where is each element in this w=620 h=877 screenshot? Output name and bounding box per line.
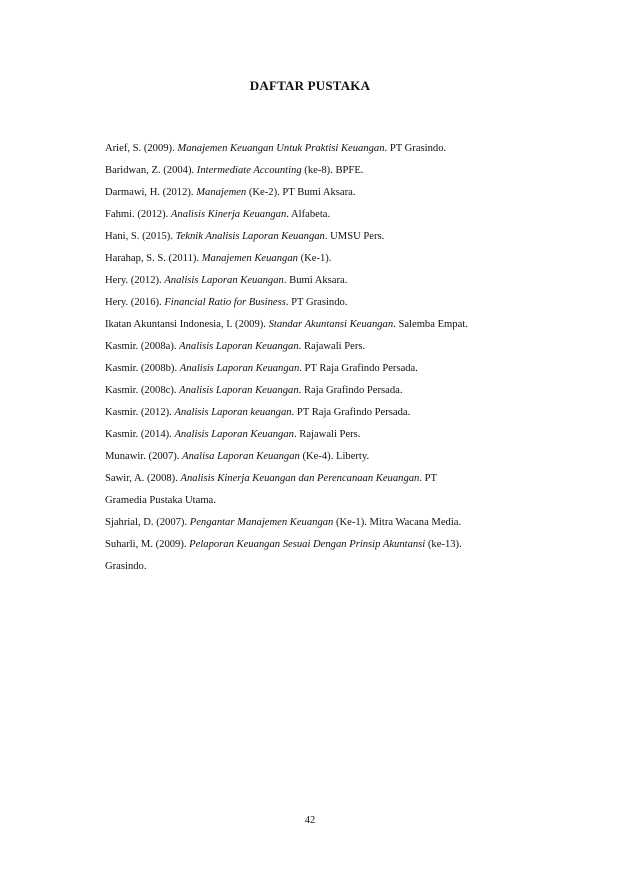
reference-prefix: Kasmir. (2008c).: [105, 385, 180, 396]
reference-entry: [105, 138, 535, 160]
reference-title: Analisis Laporan Keuangan: [179, 341, 299, 352]
reference-entry-continuation: [105, 556, 535, 578]
reference-suffix: . PT Raja Grafindo Persada.: [299, 363, 418, 374]
reference-suffix: . PT: [419, 473, 438, 484]
reference-suffix: (Ke-1). Mitra Wacana Media.: [333, 517, 462, 528]
reference-entry: [105, 182, 535, 204]
reference-entry: [105, 446, 535, 468]
reference-entry: [105, 402, 535, 424]
reference-entry: [105, 336, 535, 358]
page-title: DAFTAR PUSTAKA: [249, 78, 371, 93]
reference-entry: [105, 512, 535, 534]
reference-prefix: Kasmir. (2008a).: [105, 341, 180, 352]
reference-prefix: Kasmir. (2012).: [105, 407, 175, 418]
reference-suffix: (ke-8). BPFE.: [301, 165, 364, 176]
reference-title: Financial Ratio for Business: [164, 297, 286, 308]
reference-prefix: Grasindo.: [105, 561, 147, 572]
reference-title: Analisis Laporan Keuangan: [164, 275, 284, 286]
reference-prefix: Sjahrial, D. (2007).: [105, 517, 190, 528]
reference-title: Analisis Laporan Keuangan: [179, 363, 300, 374]
reference-prefix: Kasmir. (2014).: [105, 429, 175, 440]
reference-title: Standar Akuntansi Keuangan: [268, 319, 394, 330]
reference-entry: [105, 204, 535, 226]
reference-entry: [105, 534, 535, 556]
reference-suffix: . PT Grasindo.: [285, 297, 348, 308]
reference-suffix: . UMSU Pers.: [324, 231, 385, 242]
reference-entry: [105, 270, 535, 292]
reference-title: Analisis Kinerja Keuangan dan Perencanaan Keuangan: [180, 473, 420, 484]
reference-entry: [105, 424, 535, 446]
reference-prefix: Hery. (2012).: [105, 275, 165, 286]
reference-suffix: (ke-13).: [425, 539, 462, 550]
reference-entry: [105, 160, 535, 182]
reference-title: Pelaporan Keuangan Sesuai Dengan Prinsip Akuntansi: [189, 539, 426, 550]
reference-prefix: Hery. (2016).: [105, 297, 165, 308]
reference-title: Manajemen: [196, 187, 247, 198]
reference-suffix: . Raja Grafindo Persada.: [298, 385, 403, 396]
reference-title: Analisa Laporan Keuangan: [182, 451, 300, 462]
reference-entry: [105, 226, 535, 248]
reference-suffix: (Ke-1).: [297, 253, 332, 264]
reference-list: [105, 138, 535, 578]
reference-prefix: Darmawi, H. (2012).: [105, 187, 197, 198]
reference-title: Manajemen Keuangan: [201, 253, 298, 264]
reference-entry: [105, 358, 535, 380]
reference-prefix: Suharli, M. (2009).: [105, 539, 190, 550]
reference-suffix: . Bumi Aksara.: [283, 275, 348, 286]
reference-title: Analisis Laporan Keuangan: [179, 385, 299, 396]
reference-title: Analisis Laporan keuangan: [174, 407, 292, 418]
reference-prefix: Munawir. (2007).: [105, 451, 183, 462]
reference-entry-continuation: [105, 490, 535, 512]
reference-suffix: (Ke-2). PT Bumi Aksara.: [246, 187, 356, 198]
reference-suffix: . Alfabeta.: [286, 209, 331, 220]
reference-suffix: . Salemba Empat.: [393, 319, 468, 330]
reference-entry: [105, 314, 535, 336]
reference-prefix: Harahap, S. S. (2011).: [105, 253, 202, 264]
reference-prefix: Kasmir. (2008b).: [105, 363, 180, 374]
reference-suffix: (Ke-4). Liberty.: [299, 451, 370, 462]
reference-title: Analisis Kinerja Keuangan: [170, 209, 287, 220]
reference-suffix: . Rajawali Pers.: [298, 341, 366, 352]
reference-suffix: . PT Raja Grafindo Persada.: [291, 407, 411, 418]
reference-title: Teknik Analisis Laporan Keuangan: [175, 231, 325, 242]
reference-entry: [105, 468, 535, 490]
page-number: 42: [304, 815, 316, 826]
reference-entry: [105, 292, 535, 314]
reference-prefix: Gramedia Pustaka Utama.: [105, 495, 216, 506]
reference-title: Pengantar Manajemen Keuangan: [189, 517, 334, 528]
reference-entry: [105, 248, 535, 270]
reference-prefix: Hani, S. (2015).: [105, 231, 176, 242]
reference-entry: [105, 380, 535, 402]
reference-prefix: Sawir, A. (2008).: [105, 473, 181, 484]
reference-title: Manajemen Keuangan Untuk Praktisi Keuangan: [177, 143, 385, 154]
reference-prefix: Ikatan Akuntansi Indonesia, I. (2009).: [105, 319, 269, 330]
reference-suffix: . PT Grasindo.: [384, 143, 447, 154]
reference-title: Intermediate Accounting: [196, 165, 302, 176]
reference-title: Analisis Laporan Keuangan: [174, 429, 294, 440]
reference-prefix: Arief, S. (2009).: [105, 143, 178, 154]
reference-prefix: Baridwan, Z. (2004).: [105, 165, 197, 176]
reference-suffix: . Rajawali Pers.: [293, 429, 361, 440]
reference-prefix: Fahmi. (2012).: [105, 209, 171, 220]
